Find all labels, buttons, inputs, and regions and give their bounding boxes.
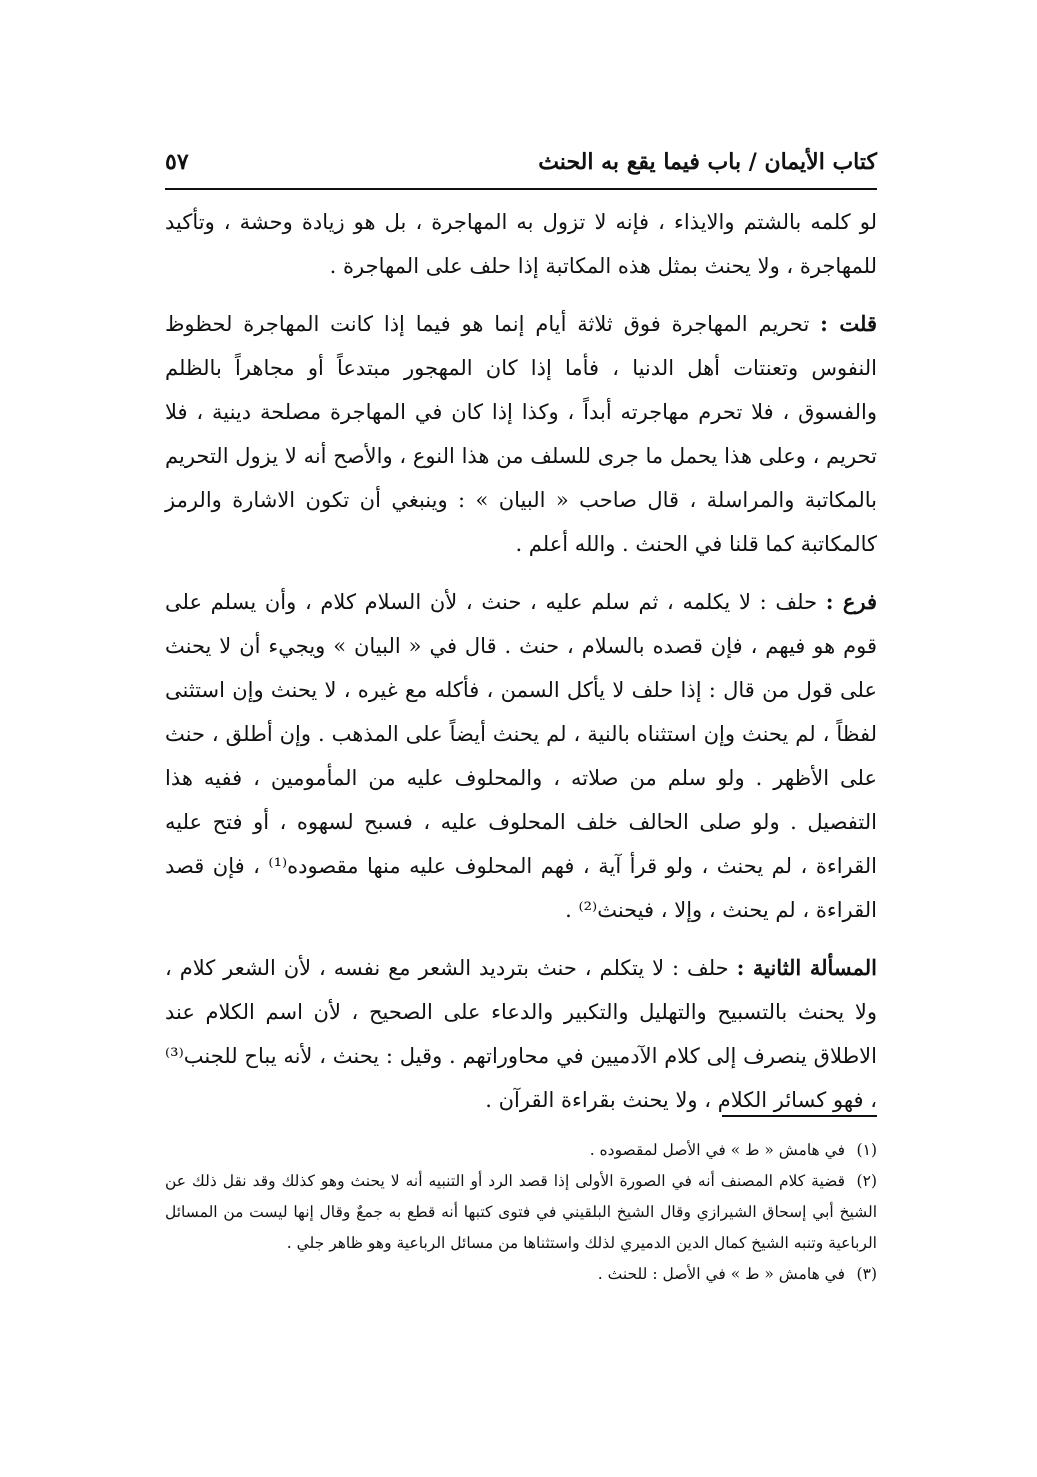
paragraph-text: حلف : لا يكلمه ، ثم سلم عليه ، حنث ، لأن السلام كلام ، وأن يسلم على قوم هو فيهم ، فإن قصده بالسلام ، حنث . قال في « البيان » ويجيء أن لا يحنث على قول من قال : إذا حلف لا يأكل السمن ، فأكله مع غيره ، لا يحنث وإن استثنى لفظاً ، لم يحنث وإن استثناه بالنية ، لم يحنث أيضاً على المذهب . وإن أطلق ، حنث على الأظهر . ولو سلم من صلاته ، والمحلوف عليه من المأمومين ، ففيه هذا التفصيل . ولو صلى الحالف خلف المحلوف عليه ، فسبح لسهوه ، أو فتح عليه القراءة ، لم يحنث ، ولو قرأ آية ، فهم المحلوف عليه منها مقصوده⁽¹⁾ ، فإن قصد القراءة ، لم يحنث ، وإلا ، فيحنث⁽²⁾ .	[165, 590, 877, 922]
paragraph	[165, 200, 877, 288]
footnote	[165, 1259, 877, 1290]
footnote	[165, 1166, 877, 1259]
footnote-text: قضية كلام المصنف أنه في الصورة الأولى إذا قصد الرد أو التنبيه أنه لا يحنث وهو كذلك وقد نقل ذلك عن الشيخ أبي إسحاق الشيرازي وقال الشيخ البلقيني في فتوى كتبها أنه قطع به جمعٌ وقال إنها ليست من المسائل الرباعية وتنبه الشيخ كمال الدين الدميري لذلك واستثناها من مسائل الرباعية وهو ظاهر جلي .	[165, 1172, 877, 1252]
footnote	[165, 1135, 877, 1166]
paragraph-text: حلف : لا يتكلم ، حنث بترديد الشعر مع نفسه ، لأن الشعر كلام ، ولا يحنث بالتسبيح والتهليل والتكبير والدعاء على الصحيح ، لأن اسم الكلام عند الاطلاق ينصرف إلى كلام الآدميين في محاوراتهم . وقيل : يحنث ، لأنه يباح للجنب⁽³⁾ ، فهو كسائر الكلام ، ولا يحنث بقراءة القرآن .	[165, 956, 877, 1112]
footnote-text: في هامش « ط » في الأصل : للحنث .	[597, 1265, 845, 1283]
paragraph-text: تحريم المهاجرة فوق ثلاثة أيام إنما هو فيما إذا كانت المهاجرة لحظوظ النفوس وتعنتات أهل الدنيا ، فأما إذا كان المهجور مبتدعاً أو مجاهراً بالظلم والفسوق ، فلا تحرم مهاجرته أبداً ، وكذا إذا كان في المهاجرة مصلحة دينية ، فلا تحريم ، وعلى هذا يحمل ما جرى للسلف من هذا النوع ، والأصح أنه لا يزول التحريم بالمكاتبة والمراسلة ، قال صاحب « البيان » : وينبغي أن تكون الاشارة والرمز كالمكاتبة كما قلنا في الحنث . والله أعلم .	[165, 312, 877, 556]
footnote-number: (١)	[856, 1141, 877, 1159]
footnote-number: (٣)	[856, 1265, 877, 1283]
header-divider	[165, 188, 877, 190]
footnotes	[165, 1135, 877, 1290]
running-title: كتاب الأيمان / باب فيما يقع به الحنث	[538, 149, 877, 175]
page-number: ٥٧	[165, 149, 189, 175]
running-header	[165, 142, 877, 182]
paragraph	[165, 946, 877, 1122]
paragraph	[165, 580, 877, 932]
paragraph-lead: المسألة الثانية :	[736, 955, 877, 980]
footnote-text: في هامش « ط » في الأصل لمقصوده .	[589, 1141, 845, 1159]
footnote-number: (٢)	[856, 1172, 877, 1190]
main-text	[165, 200, 877, 1122]
paragraph-text: لو كلمه بالشتم والايذاء ، فإنه لا تزول به المهاجرة ، بل هو زيادة وحشة ، وتأكيد للمهاجرة ، ولا يحنث بمثل هذه المكاتبة إذا حلف على المهاجرة .	[165, 210, 877, 278]
footnote-divider	[722, 1115, 877, 1117]
paragraph	[165, 302, 877, 566]
paragraph-lead: فرع :	[825, 589, 878, 614]
paragraph-lead: قلت :	[820, 311, 877, 336]
